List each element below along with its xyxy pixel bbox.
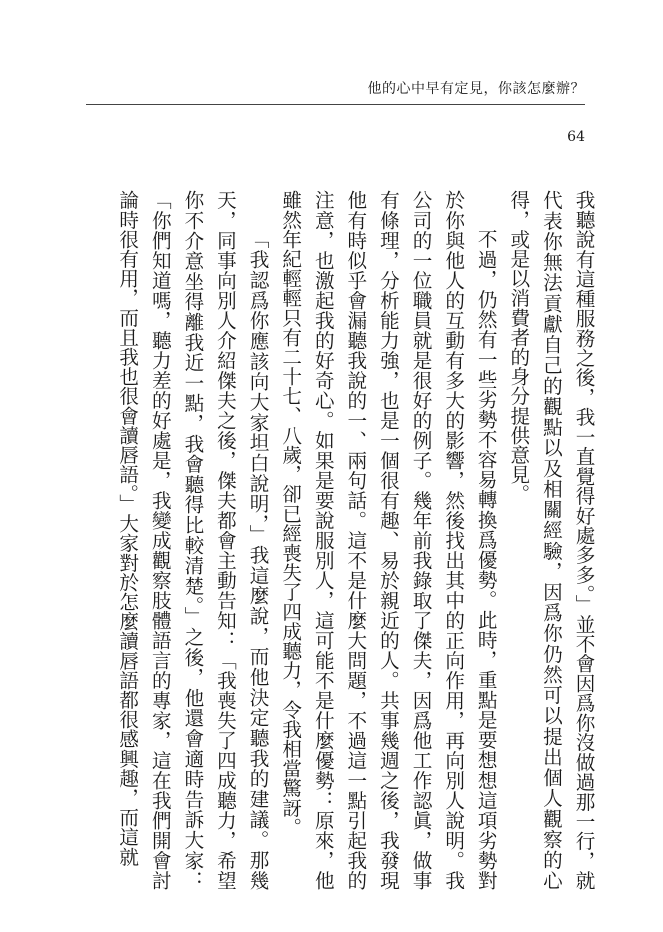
page-number: 64: [567, 129, 585, 145]
paragraph: 不過，仍然有一些劣勢不容易轉換爲優勢。此時，重點是要想想這項劣勢對於你與他人的互動有多大的影響，然後找出其中的正向作用，再向別人說明。我公司的一位職員就是很好的例子。幾年前我錄取了傑夫，因爲他工作認眞，做事有條理，分析能力強，也是一個很有趣、易於親近的人。共事幾週之後，我發現他有時似乎會漏聽我說的一、兩句話。這不是什麼大問題，不過這一點引起我的注意，也激起我的好奇心。如果是要說服別人，這可能不是什麼優勢：原來，他雖然年紀輕輕只有二十七、八歲，卻已經喪失了四成聽力，令我相當驚訝。: [278, 190, 498, 890]
running-header: 他的心中早有定見，你該怎麼辦？: [367, 81, 585, 97]
paragraph: 「我認爲你應該向大家坦白說明，」我這麼說，而他決定聽我的建議。那幾天，同事向別人介紹傑夫之後，傑夫都會主動告知：「我喪失了四成聽力，希望你不介意坐得離我近一點，我會聽得比較清楚。」之後，他還會適時告訴大家：「你們知道嗎，聽力差的好處是，我變成觀察肢體語言的專家，這在我們開會討論時很有用，而且我也很會讀唇語。」大家對於怎麼讀唇語都很感興趣，而這就: [115, 190, 270, 890]
paragraph: 我聽說有這種服務之後，我一直覺得好處多多。」並不會因爲你沒做過那一行，就代表你無法貢獻自己的觀點以及相關經驗，因爲你仍然可以提出個人觀察的心得，或是以消費者的身分提供意見。: [506, 190, 595, 890]
header-rule: [86, 104, 585, 105]
body-text: [77, 190, 599, 890]
